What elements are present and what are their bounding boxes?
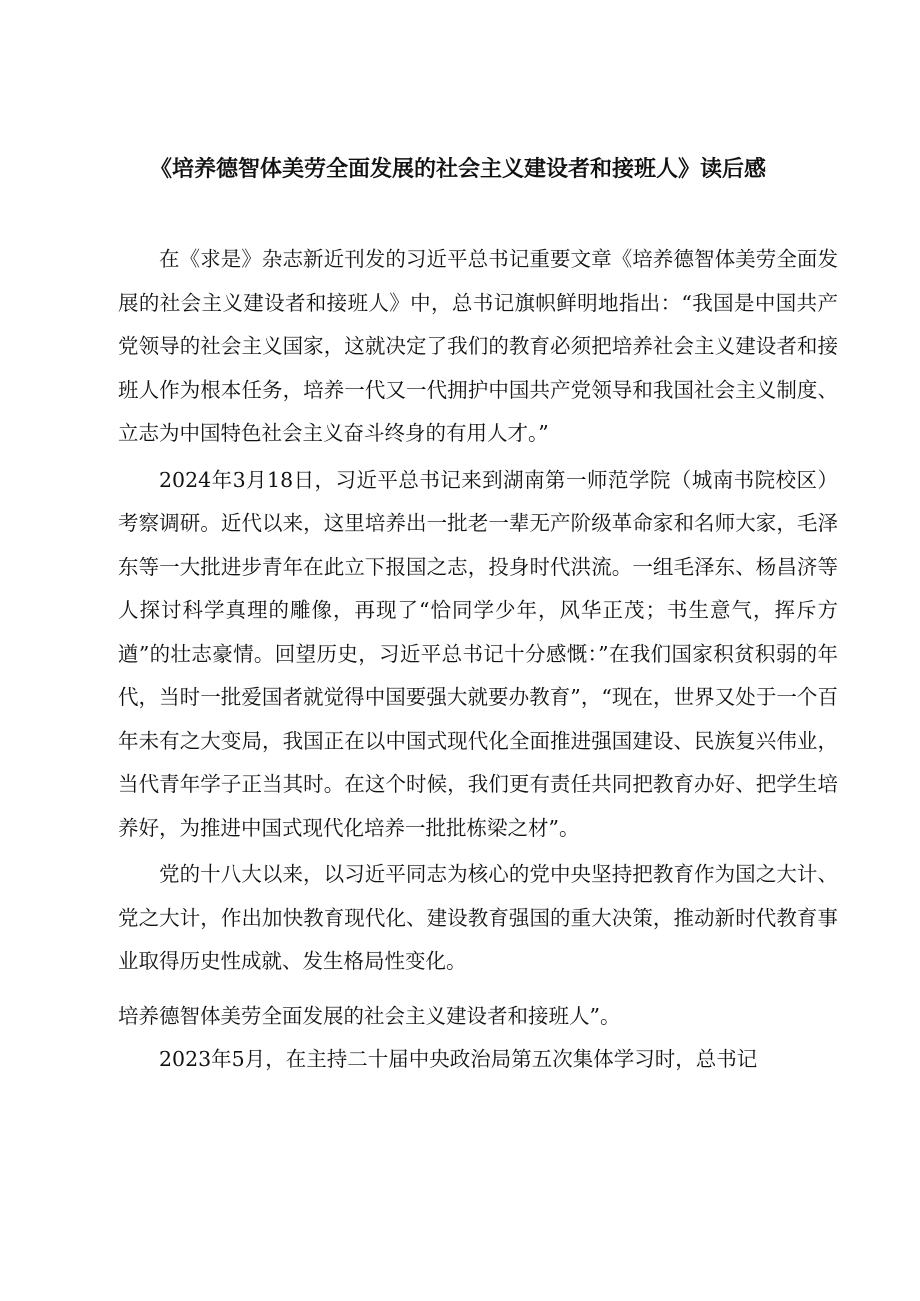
paragraph-5: 2023年5月，在主持二十届中央政治局第五次集体学习时，总书记 (159, 1047, 758, 1071)
document-body (118, 238, 838, 1082)
paragraph-2: 2024年3月18日，习近平总书记来到湖南第一师范学院（城南书院校区）考察调研。近代以来，这里培养出一批老一辈无产阶级革命家和名师大家，毛泽东等一大批进步青年在此立下报国之志，投身时代洪流。一组毛泽东、杨昌济等人探讨科学真理的雕像，再现了“恰同学少年，风华正茂；书生意气，挥斥方遒”的壮志豪情。回望历史，习近平总书记十分感慨：”在我们国家积贫积弱的年代，当时一批爱国者就觉得中国要强大就要办教育”，“现在，世界又处于一个百年未有之大变局，我国正在以中国式现代化全面推进强国建设、民族复兴伟业，当代青年学子正当其时。在这个时候，我们更有责任共同把教育办好、把学生培养好，为推进中国式现代化培养一批批栋梁之材”。 (118, 467, 838, 840)
paragraph-1: 在《求是》杂志新近刊发的习近平总书记重要文章《培养德智体美劳全面发展的社会主义建设者和接班人》中，总书记旗帜鲜明地指出：“我国是中国共产党领导的社会主义国家，这就决定了我们的教育必须把培养社会主义建设者和接班人作为根本任务，培养一代又一代拥护中国共产党领导和我国社会主义制度、立志为中国特色社会主义奋斗终身的有用人才。” (118, 247, 838, 445)
document-title: 《培养德智体美劳全面发展的社会主义建设者和接班人》读后感 (150, 157, 767, 182)
paragraph-4: 培养德智体美劳全面发展的社会主义建设者和接班人”。 (118, 1003, 621, 1028)
paragraph-3: 党的十八大以来，以习近平同志为核心的党中央坚持把教育作为国之大计、党之大计，作出加快教育现代化、建设教育强国的重大决策，推动新时代教育事业取得历史性成就、发生格局性变化。 (118, 862, 838, 973)
